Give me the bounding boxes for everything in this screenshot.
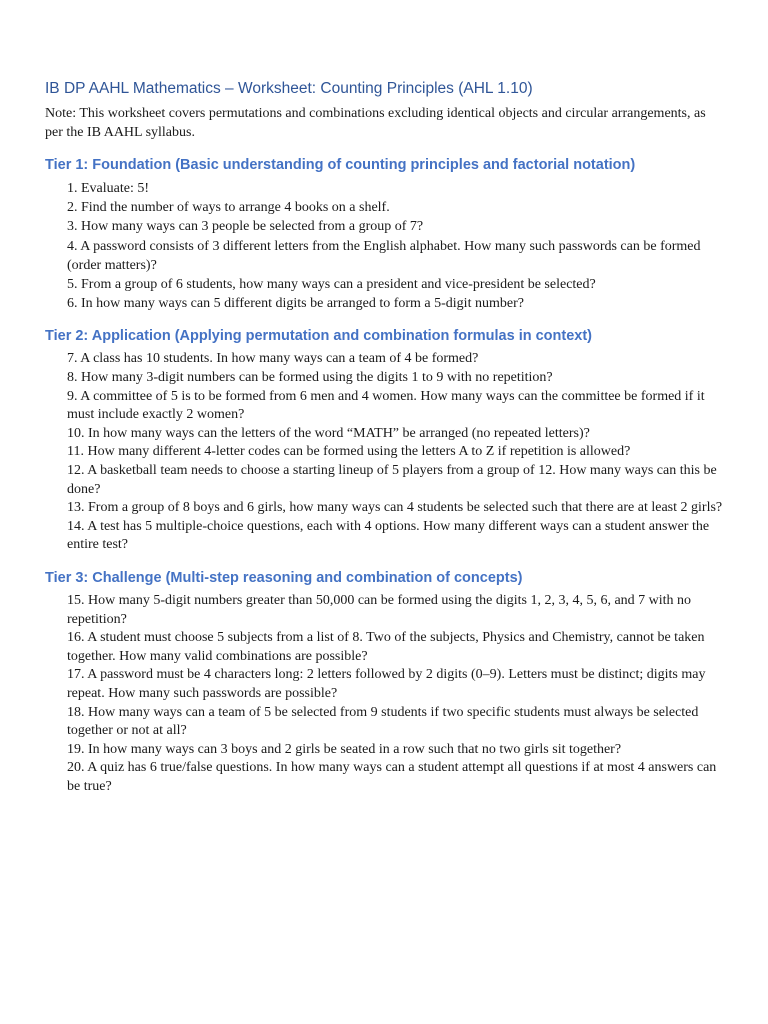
tier-2-section <box>45 326 725 555</box>
question-item: 10. In how many ways can the letters of the word “MATH” be arranged (no repeated letters)? <box>67 425 590 441</box>
question-item: 20. A quiz has 6 true/false questions. In how many ways can a student attempt all questions if at most 4 answers can be true? <box>67 760 717 794</box>
tier-1-heading: Tier 1: Foundation (Basic understanding of counting principles and factorial notation) <box>45 157 636 173</box>
question-item: 5. From a group of 6 students, how many ways can a president and vice-president be selected? <box>67 277 596 293</box>
question-item: 3. How many ways can 3 people be selected from a group of 7? <box>67 219 424 235</box>
tier-3-heading: Tier 3: Challenge (Multi-step reasoning and combination of concepts) <box>45 569 523 586</box>
tier-3-section <box>45 568 725 797</box>
question-item: 8. How many 3-digit numbers can be formed using the digits 1 to 9 with no repetition? <box>67 370 553 386</box>
question-item: 13. From a group of 8 boys and 6 girls, how many ways can 4 students be selected such that there are at least 2 girls? <box>67 500 723 516</box>
tier-2-heading: Tier 2: Application (Applying permutation and combination formulas in context) <box>45 328 592 345</box>
tier-2-question-list <box>45 350 725 555</box>
question-item: 18. How many ways can a team of 5 be selected from 9 students if two specific students must always be selected together or not at all? <box>67 704 699 739</box>
worksheet-page <box>45 78 725 809</box>
question-item: 2. Find the number of ways to arrange 4 books on a shelf. <box>67 200 390 216</box>
syllabus-note: Note: This worksheet covers permutations and combinations excluding identical objects and circular arrangements, as per the IB AAHL syllabus. <box>45 106 706 140</box>
question-item: 11. How many different 4-letter codes can be formed using the letters A to Z if repetition is allowed? <box>67 444 631 460</box>
question-item: 7. A class has 10 students. In how many ways can a team of 4 be formed? <box>67 351 479 367</box>
question-item: 12. A basketball team needs to choose a starting lineup of 5 players from a group of 12. How many ways can this be done? <box>67 462 717 497</box>
question-item: 16. A student must choose 5 subjects from a list of 8. Two of the subjects, Physics and Chemistry, cannot be taken together. How many valid combinations are possible? <box>67 630 705 664</box>
question-item: 6. In how many ways can 5 different digits be arranged to form a 5-digit number? <box>67 296 524 312</box>
tier-3-question-list <box>45 592 725 797</box>
question-item: 4. A password consists of 3 different letters from the English alphabet. How many such passwords can be formed (order matters)? <box>67 238 701 273</box>
question-item: 17. A password must be 4 characters long: 2 letters followed by 2 digits (0–9). Letters must be distinct; digits may repeat. How many such passwords are possible? <box>67 667 706 701</box>
question-item: 19. In how many ways can 3 boys and 2 girls be seated in a row such that no two girls sit together? <box>67 741 622 757</box>
question-item: 14. A test has 5 multiple-choice questions, each with 4 options. How many different ways can a student answer the entire test? <box>67 518 710 553</box>
worksheet-title: IB DP AAHL Mathematics – Worksheet: Counting Principles (AHL 1.10) <box>45 80 533 97</box>
tier-1-section <box>45 155 725 313</box>
question-item: 9. A committee of 5 is to be formed from 6 men and 4 women. How many ways can the committee be formed if it must include exactly 2 women? <box>67 388 705 423</box>
question-item: 1. Evaluate: 5! <box>67 181 150 196</box>
tier-1-question-list <box>45 179 725 313</box>
question-item: 15. How many 5-digit numbers greater than 50,000 can be formed using the digits 1, 2, 3, 4, 5, 6, and 7 with no repetition? <box>67 592 692 627</box>
